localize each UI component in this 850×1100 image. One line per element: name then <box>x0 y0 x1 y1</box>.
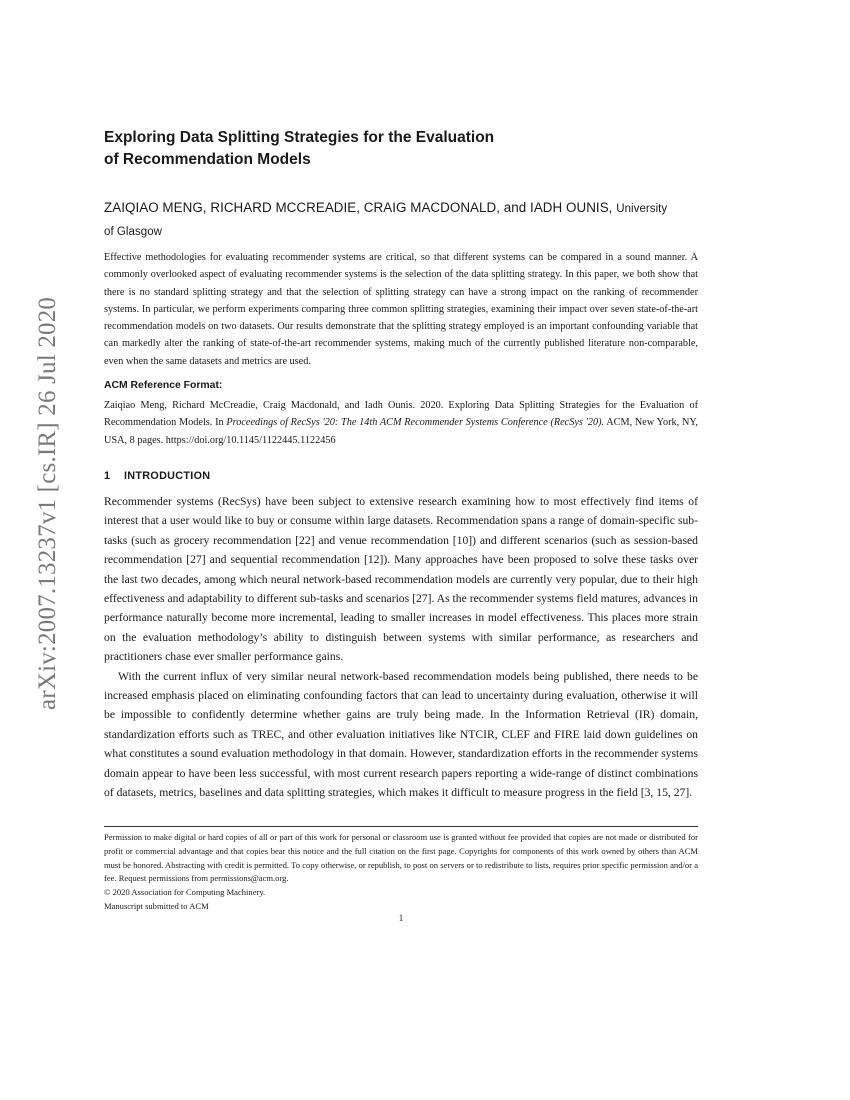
section-heading-introduction <box>104 470 210 482</box>
paper-title-line-2: of Recommendation Models <box>104 151 311 168</box>
footnote-manuscript: Manuscript submitted to ACM <box>104 900 209 911</box>
acm-reference-heading: ACM Reference Format: <box>104 380 223 391</box>
paper-title <box>104 127 698 171</box>
section-number: 1 <box>104 470 111 482</box>
affiliation-part-1: University <box>616 203 668 215</box>
author-names: ZAIQIAO MENG, RICHARD MCCREADIE, CRAIG MACDONALD, and IADH OUNIS, <box>104 200 613 215</box>
paper-title-line-1: Exploring Data Splitting Strategies for the Evaluation <box>104 129 495 146</box>
acm-reference-pre: Zaiqiao Meng, Richard McCreadie, Craig Macdonald, and Iadh Ounis. 2020. Exploring Data Splitting Strategies for the Evaluation of Recommendation Models. In <box>104 400 698 429</box>
arxiv-sidebar <box>14 296 61 710</box>
paragraph-1: Recommender systems (RecSys) have been subject to extensive research examining how to most effectively find items of interest that a user would like to buy or consume within large datasets. Recommendation spans a range of domain-specific sub-tasks (such as grocery recommendation [22] and venue recommendation [10]) and different scenarios (such as session-based recommendation [27] and sequential recommendation [12]). Many approaches have been proposed to solve these tasks over the last two decades, among which neural network-based recommendation models are currently very popular, due to their high effectiveness and adaptability to different sub-tasks and scenarios [27]. As the recommender systems field matures, advances in performance naturally become more incremental, leading to smaller increases in model effectiveness. This places more strain on the evaluation methodology’s ability to distinguish between systems with similar performance, as researchers and practitioners chase ever smaller performance gains. <box>104 495 698 664</box>
acm-reference-text <box>104 397 698 449</box>
abstract: Effective methodologies for evaluating recommender systems are critical, so that different systems can be compared in a sound manner. A commonly overlooked aspect of evaluating recommender systems is the selection of the data splitting strategy. In this paper, we both show that there is no standard splitting strategy and that the selection of splitting strategy can have a strong impact on the ranking of recommender systems. In particular, we perform experiments comparing three common splitting strategies, examining their impact over seven state-of-the-art recommendation models on two datasets. Our results demonstrate that the splitting strategy employed is an important confounding variable that can markedly alter the ranking of state-of-the-art recommender systems, making much of the currently published literature non-comparable, even when the same datasets and metrics are used. <box>104 252 698 367</box>
acm-reference-venue: Proceedings of RecSys '20: The 14th ACM Recommender Systems Conference (RecSys '20). <box>226 417 605 429</box>
paragraph-2: With the current influx of very similar neural network-based recommendation models being published, there needs to be increased emphasis placed on eliminating confounding factors that can lead to uncertainty during evaluation, otherwise it will be impossible to confidently determine whether gains are truly being made. In the Information Retrieval (IR) domain, standardization efforts such as TREC, and other evaluation initiatives like NTCIR, CLEF and FIRE laid down guidelines on what constitutes a sound evaluation methodology in that domain. However, standardization efforts in the recommender systems domain appear to have been less successful, with most current research papers reporting a wide-range of distinct combinations of datasets, metrics, baselines and data splitting strategies, which makes it difficult to measure progress in the field [3, 15, 27]. <box>104 669 698 800</box>
footnote-block <box>104 831 698 914</box>
section-title: INTRODUCTION <box>124 470 211 482</box>
introduction-body <box>104 492 698 803</box>
acm-reference-post: ACM, New York, NY, USA, 8 pages. https://doi.org/10.1145/1122445.1122456 <box>104 417 698 446</box>
author-block <box>104 197 698 243</box>
footnote-permission: Permission to make digital or hard copies of all or part of this work for personal or classroom use is granted without fee provided that copies are not made or distributed for profit or commercial advantage and that copies bear this notice and the full citation on the first page. Copyrights for components of this work owned by others than ACM must be honored. Abstracting with credit is permitted. To copy otherwise, or republish, to post on servers or to redistribute to lists, requires prior specific permission and/or a fee. Request permissions from permissions@acm.org. <box>104 832 698 884</box>
footnote-copyright: © 2020 Association for Computing Machinery. <box>104 887 266 898</box>
footnote-divider <box>104 826 698 827</box>
page-number: 1 <box>398 913 404 923</box>
arxiv-identifier: arXiv:2007.13237v1 [cs.IR] 26 Jul 2020 <box>34 296 61 710</box>
affiliation-part-2: of Glasgow <box>104 226 163 238</box>
